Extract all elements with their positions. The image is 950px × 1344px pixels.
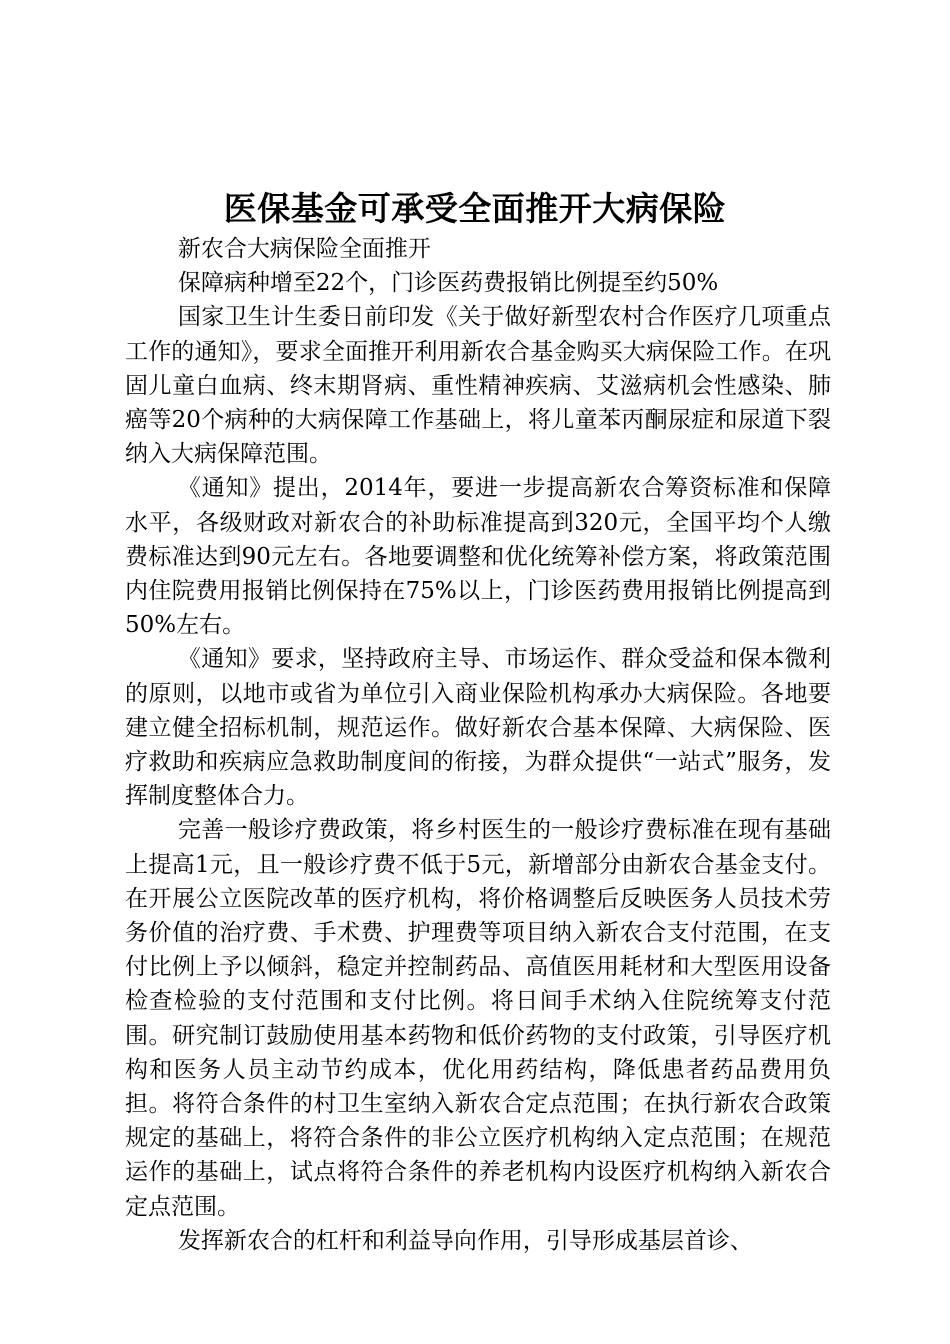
subheading-1: 新农合大病保险全面推开 — [177, 236, 431, 262]
paragraph-1: 国家卫生计生委日前印发《关于做好新型农村合作医疗几项重点工作的通知》，要求全面推开利用新农合基金购买大病保险工作。在巩固儿童白血病、终末期肾病、重性精神疾病、艾滋病机会性感染、肺癌等20个病种的大病保障工作基础上，将儿童苯丙酮尿症和尿道下裂纳入大病保障范围。 — [125, 304, 831, 468]
paragraph-3: 《通知》要求，坚持政府主导、市场运作、群众受益和保本微利的原则，以地市或省为单位引入商业保险机构承办大病保险。各地要建立健全招标机制，规范运作。做好新农合基本保障、大病保险、医疗救助和疾病应急救助制度间的衔接，为群众提供“一站式”服务，发挥制度整体合力。 — [125, 646, 831, 810]
subheading-2: 保障病种增至22个，门诊医药费报销比例提至约50% — [177, 270, 719, 297]
paragraph-4: 完善一般诊疗费政策，将乡村医生的一般诊疗费标准在现有基础上提高1元，且一般诊疗费不低于5元，新增部分由新农合基金支付。在开展公立医院改革的医疗机构，将价格调整后反映医务人员技术劳务价值的治疗费、手术费、护理费等项目纳入新农合支付范围，在支付比例上予以倾斜，稳定并控制药品、高值医用耗材和大型医用设备检查检验的支付范围和支付比例。将日间手术纳入住院统筹支付范围。研究制订鼓励使用基本药物和低价药物的支付政策，引导医疗机构和医务人员主动节约成本，优化用药结构，降低患者药品费用负担。将符合条件的村卫生室纳入新农合定点范围；在执行新农合政策规定的基础上，将符合条件的非公立医疗机构纳入定点范围；在规范运作的基础上，试点将符合条件的养老机构内设医疗机构纳入新农合定点范围。 — [125, 817, 831, 1220]
paragraph-2: 《通知》提出，2014年，要进一步提高新农合筹资标准和保障水平，各级财政对新农合的补助标准提高到320元，全国平均个人缴费标准达到90元左右。各地要调整和优化统筹补偿方案，将政策范围内住院费用报销比例保持在75%以上，门诊医药费用报销比例提高到50%左右。 — [125, 475, 831, 639]
document-body — [125, 232, 831, 1258]
document-title: 医保基金可承受全面推开大病保险 — [223, 189, 727, 228]
paragraph-5: 发挥新农合的杠杆和利益导向作用，引导形成基层首诊、 — [177, 1227, 753, 1254]
